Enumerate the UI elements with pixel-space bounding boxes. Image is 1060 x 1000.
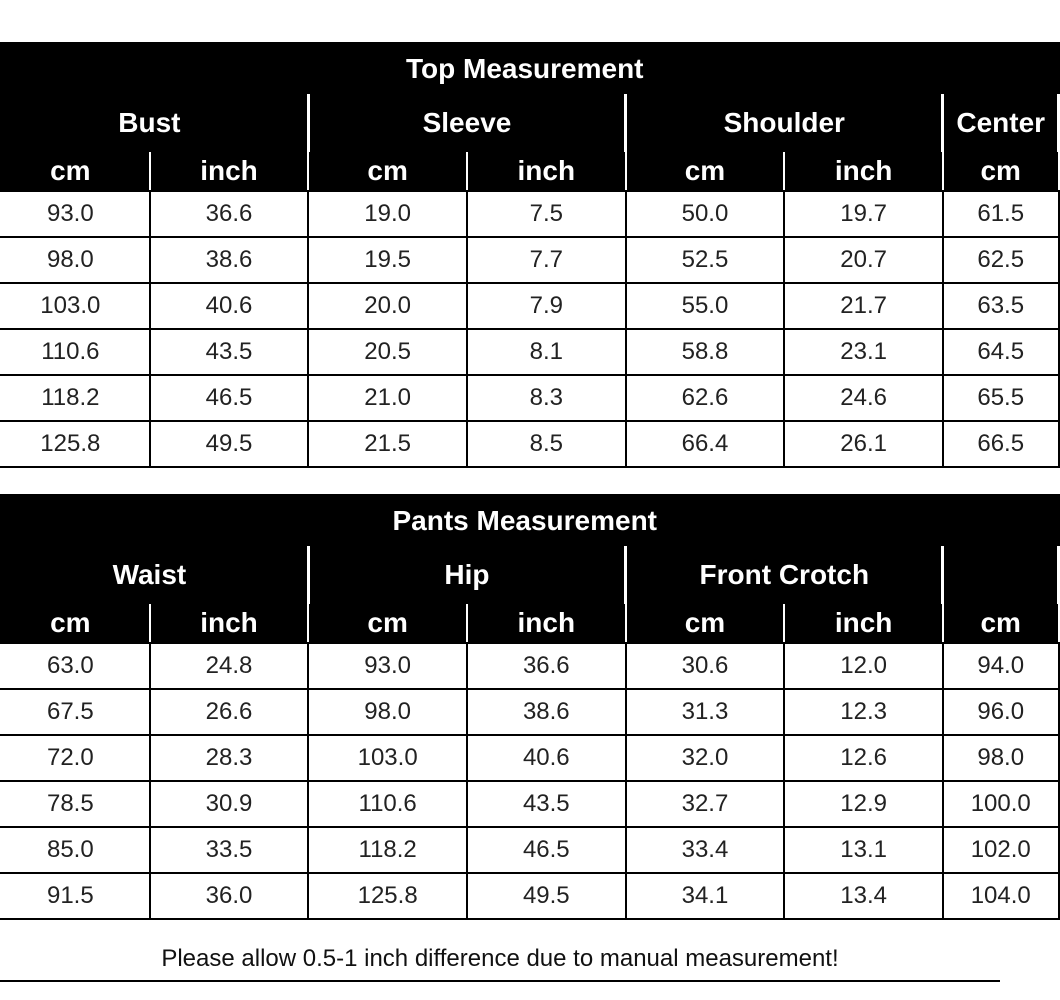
table-cell: 49.5 [150,421,309,467]
pants-unit-header-row [0,603,1059,643]
table-cell: 7.7 [467,237,626,283]
table-cell: 93.0 [308,643,467,689]
table-cell: 103.0 [308,735,467,781]
table-cell: 12.0 [784,643,943,689]
table-cell: 93.0 [0,191,150,237]
table-cell: 46.5 [150,375,309,421]
table-cell: 20.5 [308,329,467,375]
table-cell: 125.8 [308,873,467,919]
table-cell: 19.5 [308,237,467,283]
table-cell: 43.5 [150,329,309,375]
unit-header: cm [308,151,467,191]
table-row [0,689,1059,735]
table-cell: 100.0 [943,781,1059,827]
unit-header: inch [467,603,626,643]
table-row [0,827,1059,873]
table-row [0,873,1059,919]
unit-header: cm [943,151,1059,191]
group-header-bust: Bust [0,95,308,151]
note-divider [0,980,1000,982]
table-cell: 21.7 [784,283,943,329]
table-cell: 66.4 [626,421,785,467]
table-cell: 64.5 [943,329,1059,375]
table-cell: 58.8 [626,329,785,375]
table-cell: 36.6 [150,191,309,237]
top-measurement-title: Top Measurement [0,43,1059,95]
table-cell: 12.6 [784,735,943,781]
table-cell: 21.5 [308,421,467,467]
table-cell: 63.5 [943,283,1059,329]
unit-header: inch [150,151,309,191]
table-cell: 36.6 [467,643,626,689]
table-cell: 62.5 [943,237,1059,283]
table-cell: 38.6 [467,689,626,735]
table-cell: 19.0 [308,191,467,237]
table-cell: 65.5 [943,375,1059,421]
table-cell: 78.5 [0,781,150,827]
table-cell: 52.5 [626,237,785,283]
table-cell: 26.6 [150,689,309,735]
table-row [0,781,1059,827]
table-cell: 49.5 [467,873,626,919]
table-cell: 94.0 [943,643,1059,689]
table-cell: 55.0 [626,283,785,329]
table-cell: 98.0 [0,237,150,283]
unit-header: inch [467,151,626,191]
table-cell: 24.6 [784,375,943,421]
table-cell: 8.1 [467,329,626,375]
table-cell: 125.8 [0,421,150,467]
table-cell: 50.0 [626,191,785,237]
table-row [0,735,1059,781]
table-cell: 30.6 [626,643,785,689]
group-header-sleeve: Sleeve [308,95,625,151]
table-cell: 66.5 [943,421,1059,467]
table-cell: 118.2 [0,375,150,421]
table-row [0,375,1059,421]
table-cell: 118.2 [308,827,467,873]
group-header-cut-off [943,547,1059,603]
table-cell: 110.6 [0,329,150,375]
table-cell: 91.5 [0,873,150,919]
table-cell: 43.5 [467,781,626,827]
table-cell: 33.5 [150,827,309,873]
top-measurement-table [0,42,1060,468]
unit-header: inch [784,151,943,191]
table-cell: 32.7 [626,781,785,827]
unit-header: cm [0,151,150,191]
table-cell: 24.8 [150,643,309,689]
table-row [0,643,1059,689]
unit-header: cm [943,603,1059,643]
table-cell: 20.7 [784,237,943,283]
measurement-note: Please allow 0.5-1 inch difference due to manual measurement! [161,945,839,972]
table-cell: 62.6 [626,375,785,421]
table-row [0,329,1059,375]
table-cell: 20.0 [308,283,467,329]
table-cell: 32.0 [626,735,785,781]
table-cell: 40.6 [467,735,626,781]
table-cell: 85.0 [0,827,150,873]
table-cell: 23.1 [784,329,943,375]
table-cell: 21.0 [308,375,467,421]
unit-header: cm [308,603,467,643]
table-cell: 98.0 [943,735,1059,781]
table-cell: 13.1 [784,827,943,873]
pants-measurement-table [0,494,1060,920]
table-cell: 98.0 [308,689,467,735]
table-cell: 12.9 [784,781,943,827]
table-cell: 40.6 [150,283,309,329]
unit-header: cm [0,603,150,643]
table-cell: 12.3 [784,689,943,735]
table-cell: 110.6 [308,781,467,827]
table-cell: 103.0 [0,283,150,329]
table-cell: 7.9 [467,283,626,329]
group-header-shoulder: Shoulder [626,95,943,151]
group-header-waist: Waist [0,547,308,603]
table-cell: 36.0 [150,873,309,919]
table-cell: 26.1 [784,421,943,467]
table-cell: 8.5 [467,421,626,467]
group-header-front-crotch: Front Crotch [626,547,943,603]
table-cell: 67.5 [0,689,150,735]
pants-group-header-row [0,547,1059,603]
table-cell: 19.7 [784,191,943,237]
top-unit-header-row [0,151,1059,191]
table-cell: 7.5 [467,191,626,237]
unit-header: cm [626,603,785,643]
table-cell: 61.5 [943,191,1059,237]
table-cell: 31.3 [626,689,785,735]
table-cell: 33.4 [626,827,785,873]
table-cell: 30.9 [150,781,309,827]
table-row [0,191,1059,237]
unit-header: cm [626,151,785,191]
table-cell: 46.5 [467,827,626,873]
table-cell: 38.6 [150,237,309,283]
group-header-hip: Hip [308,547,625,603]
table-cell: 34.1 [626,873,785,919]
table-cell: 28.3 [150,735,309,781]
table-cell: 8.3 [467,375,626,421]
table-row [0,421,1059,467]
table-cell: 104.0 [943,873,1059,919]
table-cell: 72.0 [0,735,150,781]
table-row [0,237,1059,283]
table-row [0,283,1059,329]
table-cell: 63.0 [0,643,150,689]
unit-header: inch [150,603,309,643]
table-cell: 96.0 [943,689,1059,735]
pants-measurement-title: Pants Measurement [0,495,1059,547]
table-cell: 13.4 [784,873,943,919]
group-header-center: Center [943,95,1059,151]
table-cell: 102.0 [943,827,1059,873]
unit-header: inch [784,603,943,643]
top-group-header-row [0,95,1059,151]
